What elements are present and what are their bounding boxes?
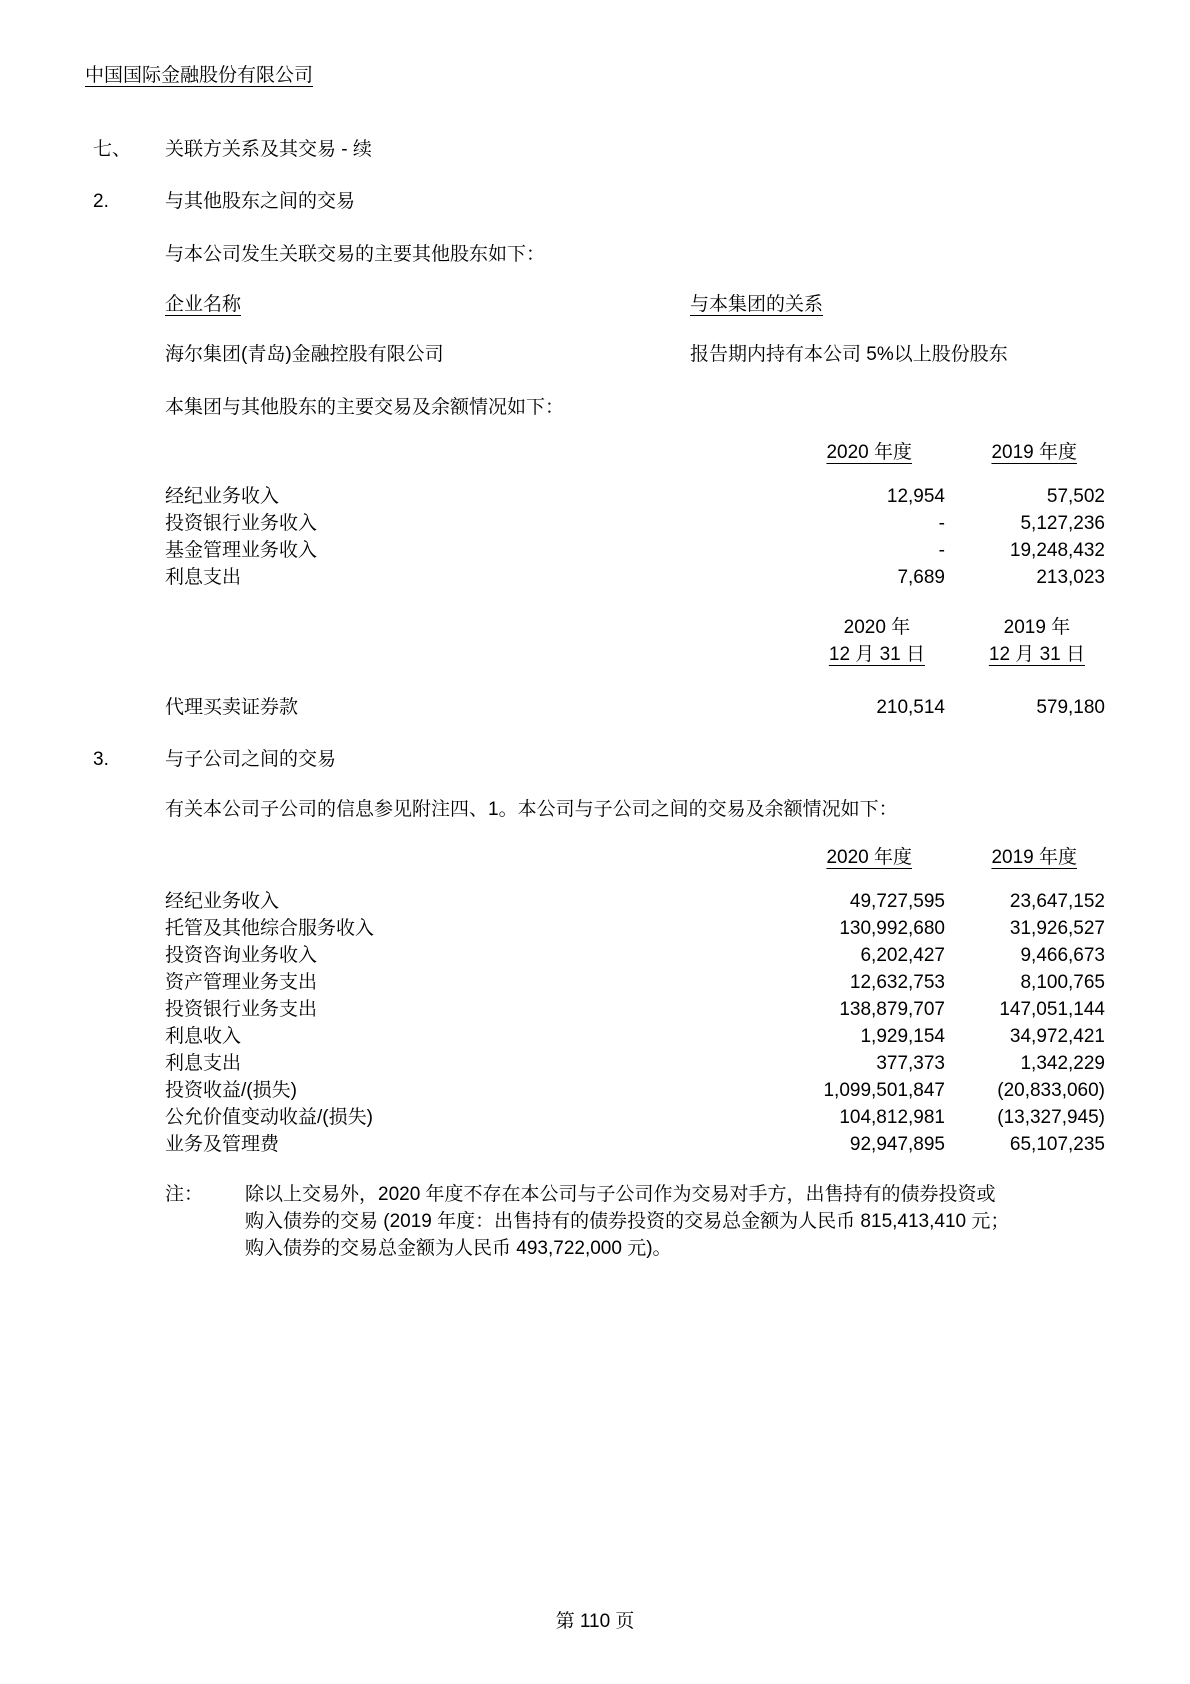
table-row — [165, 1131, 1105, 1158]
note-line: 除以上交易外，2020 年度不存在本公司与子公司作为交易对手方，出售持有的债券投资或 — [245, 1184, 996, 1205]
value-2019: 147,051,144 — [999, 999, 1105, 1020]
note-label: 注： — [165, 1184, 204, 1205]
row-label: 基金管理业务收入 — [165, 540, 318, 561]
note-line: 购入债券的交易 (2019 年度：出售持有的债券投资的交易总金额为人民币 815,413,410 元； — [245, 1211, 1010, 1232]
shareholder-name: 海尔集团(青岛)金融控股有限公司 — [165, 344, 444, 365]
value-2020: - — [938, 540, 945, 561]
flows-table — [165, 439, 1105, 591]
value-2020: 104,812,981 — [839, 1107, 945, 1128]
shareholder-name-header: 企业名称 — [165, 294, 242, 315]
balance-col-2020-year: 2020 年 — [843, 617, 911, 638]
value-2020: 92,947,895 — [849, 1134, 945, 1155]
value-2019: (20,833,060) — [997, 1080, 1105, 1101]
note-body — [245, 1181, 1110, 1262]
table-row — [165, 1050, 1105, 1077]
value-2019: 65,107,235 — [1009, 1134, 1105, 1155]
value-2019: 5,127,236 — [1020, 513, 1105, 534]
table-row — [165, 564, 1105, 591]
balance-col-2019 — [989, 614, 1085, 668]
subsidiary-table — [165, 844, 1105, 1158]
row-label: 公允价值变动收益/(损失) — [165, 1107, 373, 1128]
table-row — [165, 483, 1105, 510]
flows-intro: 本集团与其他股东的主要交易及余额情况如下： — [165, 397, 565, 418]
value-2020: 12,632,753 — [849, 972, 945, 993]
value-2019: 579,180 — [1036, 697, 1105, 718]
table-row — [165, 1104, 1105, 1131]
balance-col-2019-year: 2019 年 — [1003, 617, 1071, 638]
section-7-heading — [93, 136, 372, 163]
item-3-intro: 有关本公司子公司的信息参见附注四、1。本公司与子公司之间的交易及余额情况如下： — [165, 799, 898, 820]
row-label: 投资银行业务收入 — [165, 513, 318, 534]
row-label: 经纪业务收入 — [165, 891, 280, 912]
row-label: 代理买卖证券款 — [165, 697, 299, 718]
balance-col-2019-date: 12 月 31 日 — [988, 644, 1085, 665]
note-line: 购入债券的交易总金额为人民币 493,722,000 元)。 — [245, 1238, 672, 1259]
table-row — [165, 694, 1105, 721]
table-row — [165, 915, 1105, 942]
balance-col-2020-date: 12 月 31 日 — [828, 644, 925, 665]
value-2019: 9,466,673 — [1020, 945, 1105, 966]
row-label: 业务及管理费 — [165, 1134, 280, 1155]
value-2020: 49,727,595 — [849, 891, 945, 912]
row-label: 投资收益/(损失) — [165, 1080, 297, 1101]
value-2020: 377,373 — [876, 1053, 945, 1074]
value-2020: 6,202,427 — [860, 945, 945, 966]
subsidiary-col-2019: 2019 年度 — [991, 847, 1077, 868]
value-2019: 1,342,229 — [1020, 1053, 1105, 1074]
balance-col-2020 — [829, 614, 925, 668]
table-row — [165, 969, 1105, 996]
shareholder-table — [165, 291, 1105, 368]
table-row — [165, 888, 1105, 915]
row-label: 投资咨询业务收入 — [165, 945, 318, 966]
value-2019: 34,972,421 — [1009, 1026, 1105, 1047]
shareholder-relation-header: 与本集团的关系 — [690, 294, 824, 315]
section-title: 关联方关系及其交易 - 续 — [165, 139, 372, 160]
value-2020: 130,992,680 — [839, 918, 945, 939]
row-label: 利息支出 — [165, 567, 242, 588]
table-row — [165, 942, 1105, 969]
row-label: 利息支出 — [165, 1053, 242, 1074]
row-label: 托管及其他综合服务收入 — [165, 918, 375, 939]
table-row — [165, 510, 1105, 537]
item-3-title: 与子公司之间的交易 — [165, 749, 337, 770]
item-3-number: 3. — [93, 749, 109, 770]
note-block — [165, 1181, 1110, 1262]
value-2020: - — [938, 513, 945, 534]
row-label: 资产管理业务支出 — [165, 972, 318, 993]
shareholder-header-row — [165, 291, 1105, 318]
value-2020: 210,514 — [876, 697, 945, 718]
value-2020: 1,929,154 — [860, 1026, 945, 1047]
section-number: 七、 — [93, 139, 132, 160]
row-label: 投资银行业务支出 — [165, 999, 318, 1020]
table-row — [165, 996, 1105, 1023]
value-2020: 12,954 — [886, 486, 945, 507]
table-row — [165, 1077, 1105, 1104]
value-2019: 57,502 — [1046, 486, 1105, 507]
subsidiary-table-header — [165, 844, 1105, 871]
flows-col-2019: 2019 年度 — [991, 442, 1077, 463]
value-2019: 8,100,765 — [1020, 972, 1105, 993]
shareholder-relation: 报告期内持有本公司 5%以上股份股东 — [690, 344, 1008, 365]
balance-table-header — [165, 614, 1105, 668]
row-label: 利息收入 — [165, 1026, 242, 1047]
value-2019: 19,248,432 — [1009, 540, 1105, 561]
item-3-heading — [93, 746, 336, 773]
value-2020: 138,879,707 — [839, 999, 945, 1020]
value-2019: 31,926,527 — [1009, 918, 1105, 939]
value-2020: 7,689 — [897, 567, 945, 588]
table-row — [165, 1023, 1105, 1050]
company-name: 中国国际金融股份有限公司 — [85, 65, 314, 86]
flows-col-2020: 2020 年度 — [826, 442, 912, 463]
balance-table — [165, 614, 1105, 721]
item-2-heading — [93, 188, 355, 215]
value-2020: 1,099,501,847 — [823, 1080, 945, 1101]
item-2-number: 2. — [93, 191, 109, 212]
item-2-title: 与其他股东之间的交易 — [165, 191, 356, 212]
row-label: 经纪业务收入 — [165, 486, 280, 507]
item-2-intro: 与本公司发生关联交易的主要其他股东如下： — [165, 244, 546, 265]
shareholder-row — [165, 341, 1105, 368]
table-row — [165, 537, 1105, 564]
value-2019: 23,647,152 — [1009, 891, 1105, 912]
flows-table-header — [165, 439, 1105, 466]
subsidiary-col-2020: 2020 年度 — [826, 847, 912, 868]
value-2019: (13,327,945) — [997, 1107, 1105, 1128]
page-number: 第 110 页 — [555, 1611, 635, 1632]
value-2019: 213,023 — [1036, 567, 1105, 588]
